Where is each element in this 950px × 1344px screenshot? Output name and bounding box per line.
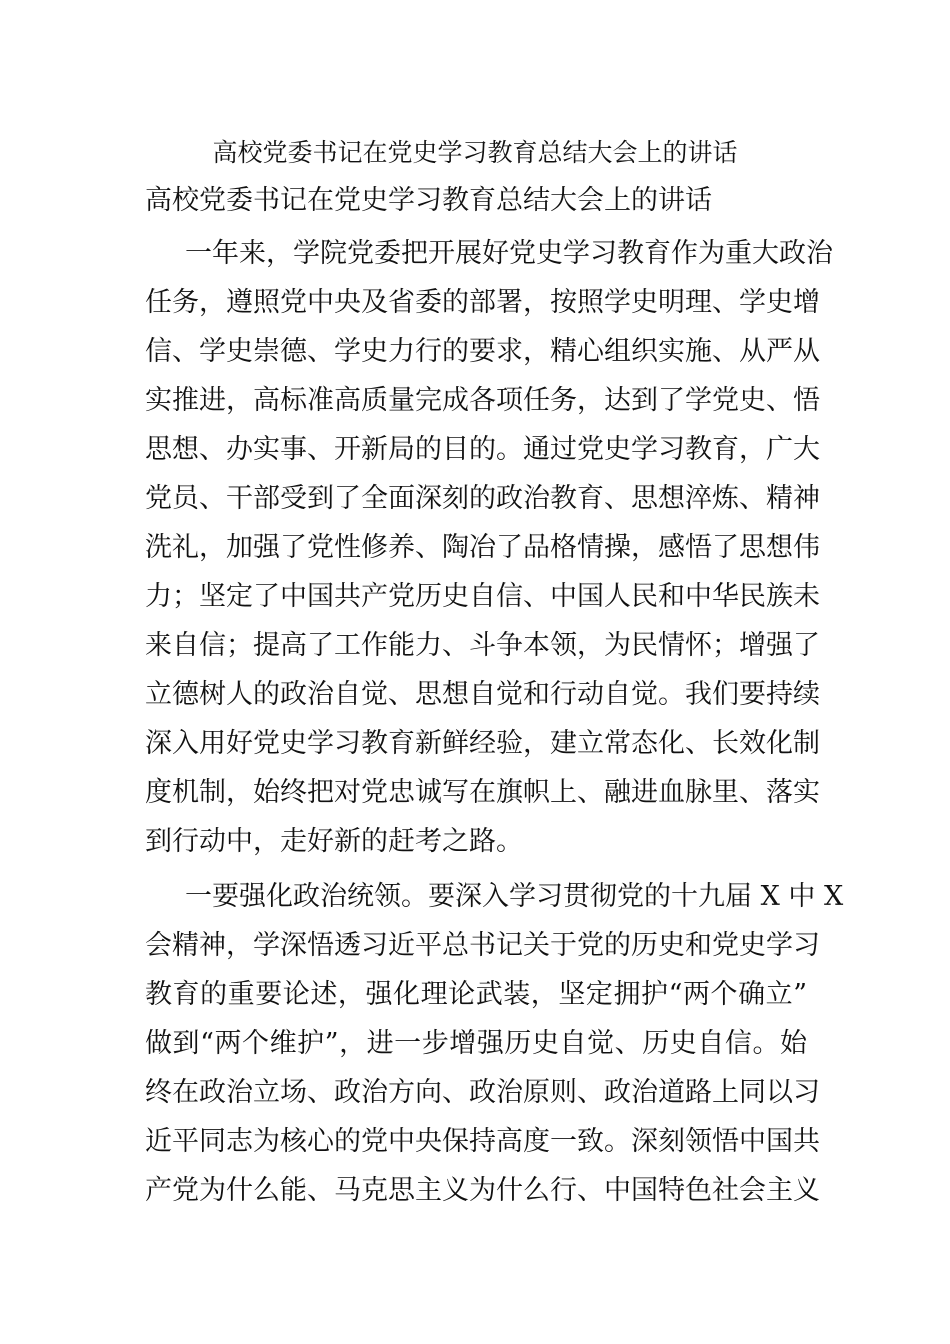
document-heading: 高校党委书记在党史学习教育总结大会上的讲话 xyxy=(212,138,738,167)
paragraph-line: 一年来，学院党委把开展好党史学习教育作为重大政治 xyxy=(185,238,833,269)
paragraph-line: 立德树人的政治自觉、思想自觉和行动自觉。我们要持续 xyxy=(145,679,820,710)
paragraph-line: 做到“两个维护”，进一步增强历史自觉、历史自信。始 xyxy=(145,1028,807,1059)
paragraph-line: 信、学史崇德、学史力行的要求，精心组织实施、从严从 xyxy=(145,336,820,367)
paragraph-line: 深入用好党史学习教育新鲜经验，建立常态化、长效化制 xyxy=(145,728,820,759)
document-title: 高校党委书记在党史学习教育总结大会上的讲话 xyxy=(145,185,712,216)
paragraph-line: 终在政治立场、政治方向、政治原则、政治道路上同以习 xyxy=(145,1077,820,1108)
paragraph-line: 一要强化政治统领。要深入学习贯彻党的十九届 X 中 X xyxy=(185,881,844,912)
paragraph-line: 来自信；提高了工作能力、斗争本领，为民情怀；增强了 xyxy=(145,630,820,661)
paragraph-line: 度机制，始终把对党忠诚写在旗帜上、融进血脉里、落实 xyxy=(145,777,820,808)
paragraph-line: 产党为什么能、马克思主义为什么行、中国特色社会主义 xyxy=(145,1175,820,1206)
paragraph-line: 会精神，学深悟透习近平总书记关于党的历史和党史学习 xyxy=(145,930,820,961)
paragraph-line: 思想、办实事、开新局的目的。通过党史学习教育，广大 xyxy=(145,434,820,465)
paragraph-line: 到行动中，走好新的赶考之路。 xyxy=(145,826,523,857)
paragraph-line: 教育的重要论述，强化理论武装，坚定拥护“两个确立” xyxy=(145,979,807,1010)
paragraph-line: 力；坚定了中国共产党历史自信、中国人民和中华民族未 xyxy=(145,581,820,612)
paragraph-line: 任务，遵照党中央及省委的部署，按照学史明理、学史增 xyxy=(145,287,820,318)
paragraph-line: 近平同志为核心的党中央保持高度一致。深刻领悟中国共 xyxy=(145,1126,820,1157)
paragraph-line: 洗礼，加强了党性修养、陶冶了品格情操，感悟了思想伟 xyxy=(145,532,820,563)
paragraph-line: 实推进，高标准高质量完成各项任务，达到了学党史、悟 xyxy=(145,385,820,416)
paragraph-line: 党员、干部受到了全面深刻的政治教育、思想淬炼、精神 xyxy=(145,483,820,514)
